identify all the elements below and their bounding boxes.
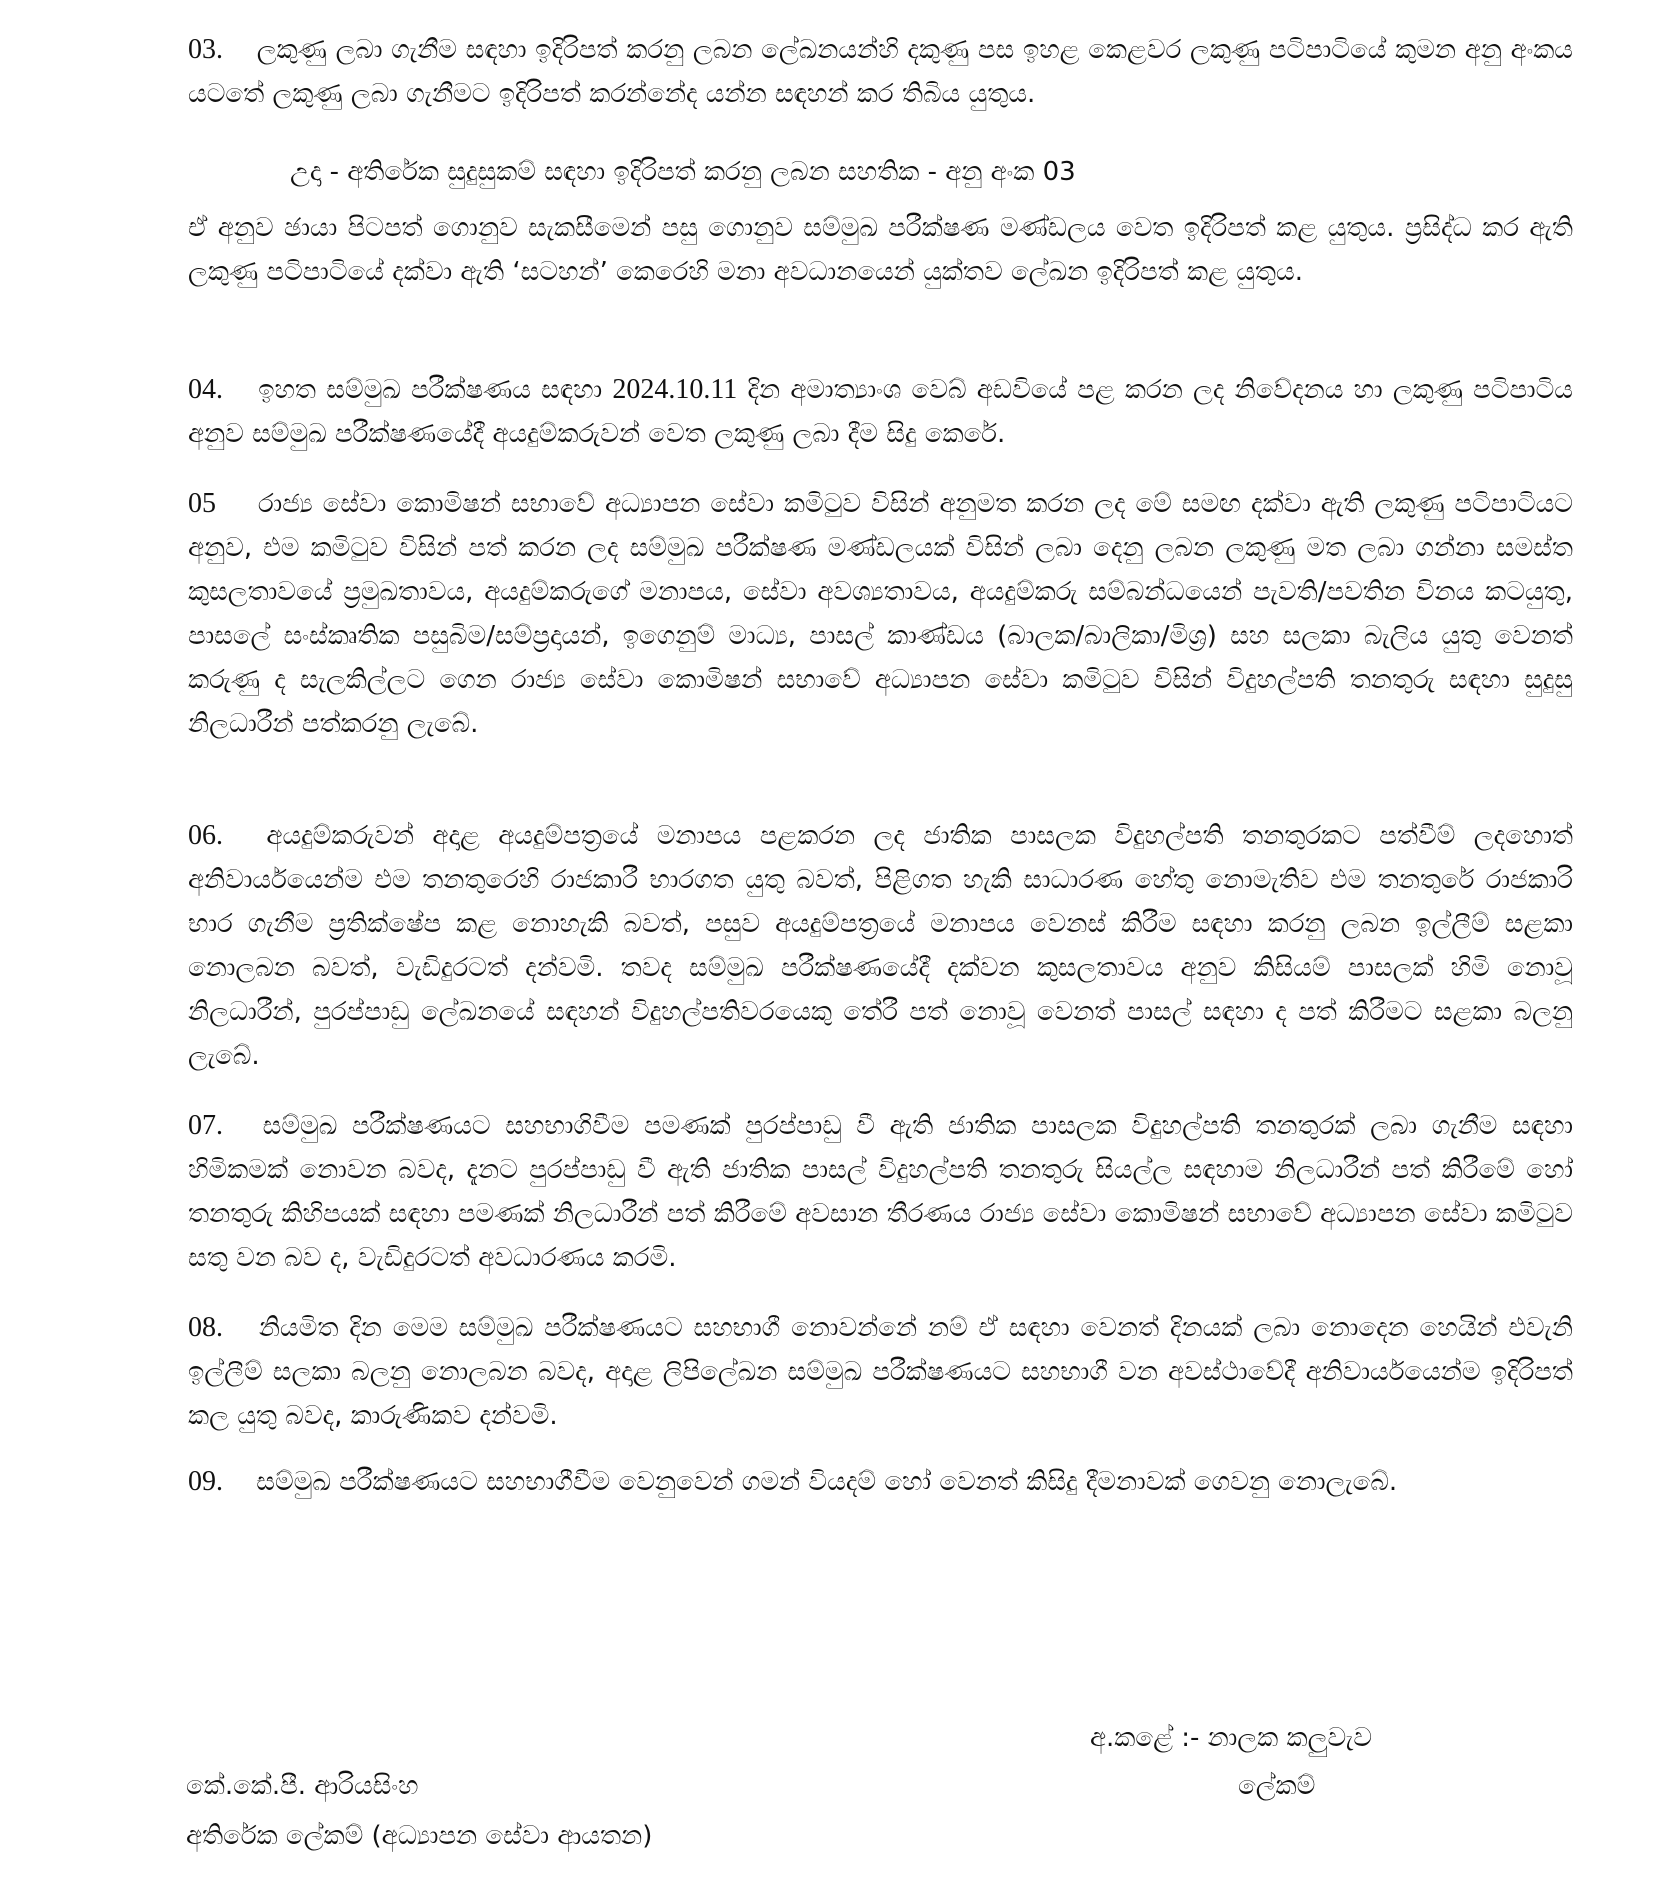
paragraph-number: 06. — [188, 820, 223, 851]
signatory-left-name: කේ.කේ.පී. ආරියසිංහ — [186, 1771, 419, 1801]
paragraph-07 — [188, 1104, 1573, 1280]
example-line: උදා - අතිරේක සුදුසුකම් සඳහා ඉදිරිපත් කරනු ලබන සහතික - අනු අංක 03 — [290, 157, 1076, 187]
paragraph-text: සම්මුඛ පරීක්ෂණයට සහභාගිවීම පමණක් පුරප්පාඩු වී ඇති ජාතික පාසලක විදුහල්පති තනතුරක් ලබා ගැනීම සඳහා හිමිකමක් නොවන බවද, දැනට පුරප්පාඩු වී ඇති ජාතික පාසල් විදුහල්පති තනතුරු සියල්ල සඳහාම නිලධාරීන් පත් කිරීමේ හෝ තනතුරු කිහිපයක් සඳහා පමණක් නිලධාරීන් පත් කිරීමේ අවසාන තීරණය රාජ්‍ය සේවා කොමිෂන් සභාවේ අධ්‍යාපන සේවා කමිටුව සතු වන බව ද, වැඩිදුරටත් අවධාරණය කරමි. — [188, 1111, 1573, 1273]
paragraph-number: 04. — [188, 374, 223, 405]
notice-date: 2024.10.11 — [612, 374, 738, 405]
signatory-right-name: අ.කළේ :- නාලක කලුවැව — [1090, 1723, 1373, 1753]
signatory-right-title: ලේකම් — [1238, 1771, 1316, 1801]
paragraph-number: 08. — [188, 1312, 223, 1343]
paragraph-text: අයදුම්කරුවන් අදාළ අයදුම්පත්‍රයේ මනාපය පළකරන ලද ජාතික පාසලක විදුහල්පති තනතුරකට පත්වීම් ලදහොත් අනිවාර්යයෙන්ම එම තනතුරෙහි රාජකාරී භාරගත යුතු බවත්, පිළිගත හැකි සාධාරණ හේතු නොමැතිව එම තනතුරේ රාජකාරි භාර ගැනීම ප්‍රතික්ෂේප කළ නොහැකි බවත්, පසුව අයදුම්පත්‍රයේ මනාපය වෙනස් කිරීම සඳහා කරනු ලබන ඉල්ලීම් සළකා නොලබන බවත්, වැඩිදුරටත් දන්වමි. තවද සම්මුඛ පරීක්ෂණයේදී දක්වන කුසලතාවය අනුව කිසියම් පාසලක් හිමි නොවූ නිලධාරීන්, පුරප්පාඩු ලේඛනයේ සඳහන් විදුහල්පතිවරයෙකු තේරී පත් නොවූ වෙනත් පාසල් සඳහා ද පත් කිරීමට සළකා බලනු ලැබේ. — [188, 821, 1574, 1071]
paragraph-09 — [188, 1460, 1573, 1504]
paragraph-text-after: දින අමාත්‍යාංශ වෙබ් අඩවියේ පළ කරන ලද නිවේදනය හා ලකුණු පටිපාටිය අනුව සම්මුඛ පරීක්ෂණයේදී අයදුම්කරුවන් වෙත ලකුණු ලබා දීම සිදු කෙරේ. — [188, 375, 1573, 449]
paragraph-04 — [188, 368, 1573, 456]
paragraph-03-continued: ඒ අනුව ඡායා පිටපත් ගොනුව සැකසීමෙන් පසු ගොනුව සම්මුඛ පරීක්ෂණ මණ්ඩලය වෙත ඉදිරිපත් කළ යුතුය. ප්‍රසිද්ධ කර ඇති ලකුණු පටිපාටියේ දක්වා ඇති ‘සටහන්’ කෙරෙහි මනා අවධානයෙන් යුක්තව ලේඛන ඉදිරිපත් කළ යුතුය. — [188, 213, 1573, 287]
paragraph-03 — [188, 28, 1573, 116]
paragraph-05 — [188, 482, 1573, 746]
paragraph-text: රාජ්‍ය සේවා කොමිෂන් සභාවේ අධ්‍යාපන සේවා කමිටුව විසින් අනුමත කරන ලද මේ සමඟ දක්වා ඇති ලකුණු පටිපාටියට අනුව, එම කමිටුව විසින් පත් කරන ලද සම්මුඛ පරීක්ෂණ මණ්ඩලයක් විසින් ලබා දෙනු ලබන ලකුණු මත ලබා ගන්නා සමස්ත කුසලතාවයේ ප්‍රමුඛතාවය, අයදුම්කරුගේ මනාපය, සේවා අවශ්‍යතාවය, අයදුම්කරු සම්බන්ධයෙන් පැවති/පවතින විනය කටයුතු, පාසලේ සංස්කෘතික පසුබිම/සම්ප්‍රදායන්, ඉගෙනුම් මාධ්‍ය, පාසල් කාණ්ඩය (බාලක/බාලිකා/මිශ්‍ර) සහ සලකා බැලිය යුතු වෙනත් කරුණු ද සැලකිල්ලට ගෙන රාජ්‍ය සේවා කොමිෂන් සභාවේ අධ්‍යාපන සේවා කමිටුව විසින් විදුහල්පති තනතුරු සඳහා සුදුසු නිලධාරීන් පත්කරනු ලැබේ. — [188, 489, 1574, 739]
signatory-left-title: අතිරේක ලේකම් (අධ්‍යාපන සේවා ආයතන) — [186, 1821, 653, 1851]
paragraph-number: 09. — [188, 1466, 223, 1497]
paragraph-text: නියමිත දින මෙම සම්මුඛ පරීක්ෂණයට සහභාගී නොවන්නේ නම් ඒ සඳහා වෙනත් දිනයක් ලබා නොදෙන හෙයින් එවැනි ඉල්ලීම් සලකා බලනු නොලබන බවද, අදාළ ලිපිලේඛන සම්මුඛ පරීක්ෂණයට සහභාගී වන අවස්ථාවේදී අනිවාර්යයෙන්ම ඉදිරිපත් කල යුතු බවද, කාරුණිකව දන්වමි. — [188, 1313, 1573, 1431]
paragraph-text: සම්මුඛ පරීක්ෂණයට සහභාගීවීම වෙනුවෙන් ගමන් වියදම් හෝ වෙනත් කිසිදු දීමනාවක් ගෙවනු නොලැබේ. — [256, 1467, 1398, 1497]
paragraph-06 — [188, 814, 1573, 1078]
paragraph-text-before: ඉහත සම්මුඛ පරීක්ෂණය සඳහා — [258, 375, 603, 405]
paragraph-text: ලකුණු ලබා ගැනීම සඳහා ඉදිරිපත් කරනු ලබන ලේඛනයන්හි දකුණු පස ඉහළ කෙළවර ලකුණු පටිපාටියේ කුමන අනු අංකය යටතේ ලකුණු ලබා ගැනීමට ඉදිරිපත් කරන්නේද යන්න සඳහන් කර තිබිය යුතුය. — [188, 35, 1574, 109]
paragraph-08 — [188, 1306, 1573, 1438]
paragraph-number: 07. — [188, 1110, 223, 1141]
paragraph-number: 05 — [188, 488, 216, 519]
paragraph-number: 03. — [188, 34, 223, 65]
